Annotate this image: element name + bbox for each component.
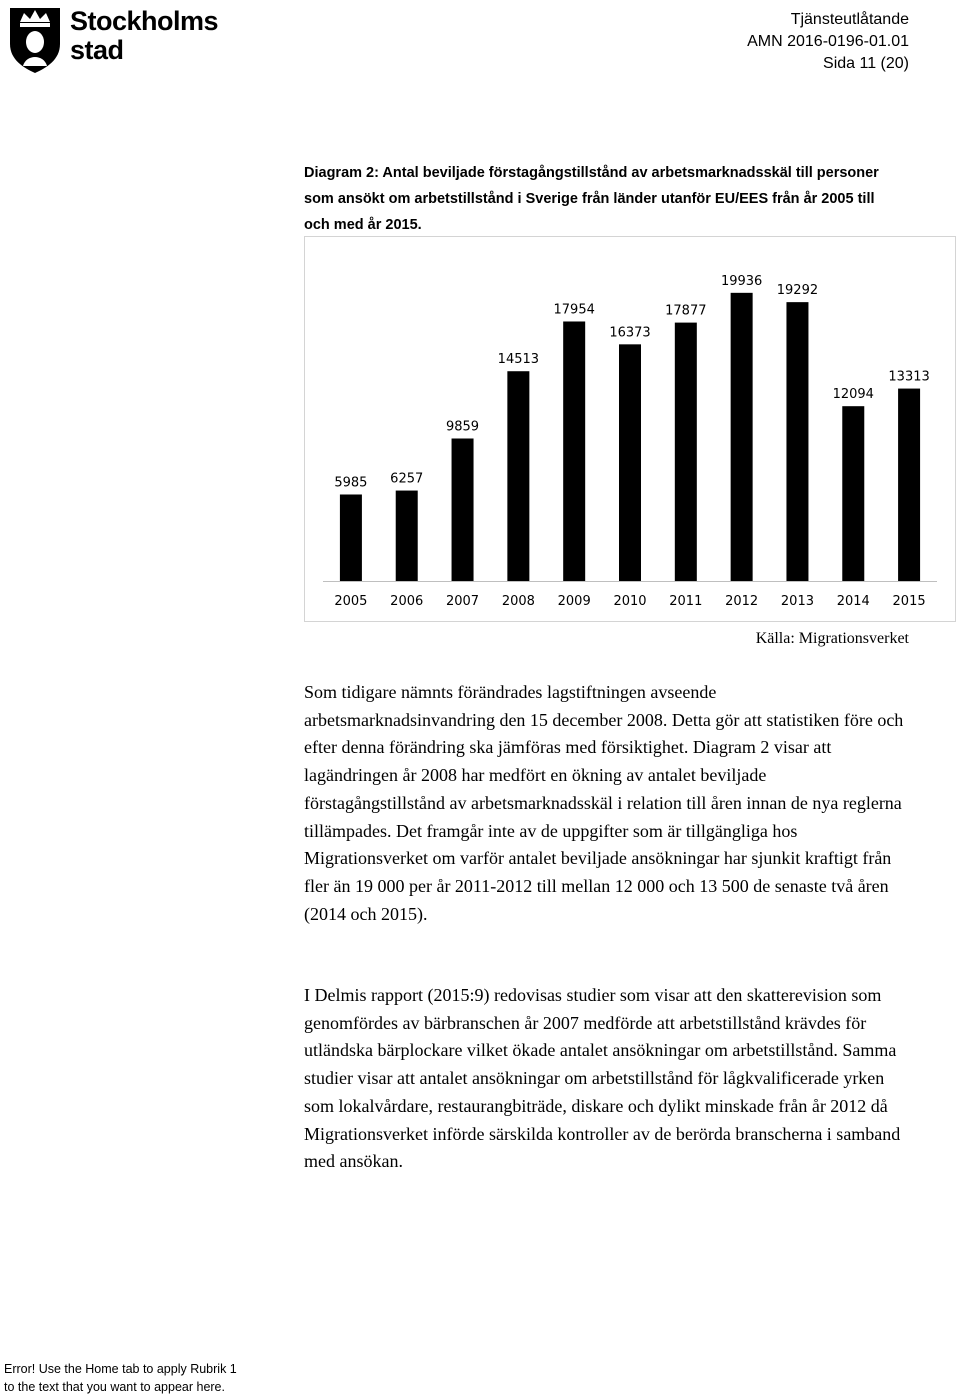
footer-error-text	[4, 1360, 237, 1396]
bar-chart-svg	[305, 237, 955, 621]
x-tick-label-2008: 2008	[501, 594, 535, 609]
document-header	[747, 9, 909, 75]
bar-2015	[898, 389, 920, 581]
page-number: Sida 11 (20)	[823, 55, 909, 72]
bar-2013	[786, 302, 808, 581]
x-tick-label-2013: 2013	[780, 594, 815, 609]
bar-chart	[304, 236, 956, 622]
stockholms-stad-logo	[6, 4, 226, 76]
source-note: Källa: Migrationsverket	[755, 630, 909, 647]
data-label-2008: 14513	[497, 352, 540, 368]
bar-2010	[619, 344, 641, 581]
data-label-2011: 17877	[665, 303, 707, 319]
data-label-2005: 5985	[334, 475, 368, 491]
x-tick-label-2012: 2012	[725, 594, 759, 609]
paragraph-1: Som tidigare nämnts förändrades lagstiftningen avseende arbetsmarknadsinvandring den 15 december 2008. Detta gör att statistiken före och efter denna förändring ska jämföras med försiktighet. Diagram 2 visar att lagändringen år 2008 har medfört en ökning av antalet beviljade förstagångstillstånd av arbetsmarknadsskäl i relation till åren innan de nya reglerna tillämpades. Det framgår inte av de uppgifter som är tillgängliga hos Migrationsverket om varför antalet beviljade ansökningar har sjunkit kraftigt från fler än 19 000 per år 2011-2012 till mellan 12 000 och 13 500 de senaste två åren (2014 och 2015).	[304, 682, 904, 924]
logo-name-line2: stad	[70, 35, 124, 65]
x-tick-label-2011: 2011	[669, 594, 703, 609]
document-number: AMN 2016-0196-01.01	[747, 33, 909, 50]
bar-2009	[563, 321, 585, 581]
x-tick-label-2009: 2009	[557, 594, 591, 609]
x-tick-label-2006: 2006	[390, 594, 424, 609]
diagram-caption: Diagram 2: Antal beviljade förstagångstillstånd av arbetsmarknadsskäl till personer som ansökt om arbetstillstånd i Sverige från länder utanför EU/EES från år 2005 till och med år 2015.	[304, 165, 879, 233]
logo-name: Stockholms	[70, 6, 219, 36]
bar-2014	[842, 406, 864, 581]
x-tick-label-2015: 2015	[892, 594, 926, 609]
data-label-2013: 19292	[776, 283, 819, 299]
footer-line-1: Error! Use the Home tab to apply Rubrik 1	[4, 1362, 237, 1376]
data-label-2006: 6257	[390, 471, 424, 487]
data-label-2015: 13313	[888, 369, 930, 385]
footer-line-2: to the text that you want to appear here.	[4, 1380, 225, 1394]
x-tick-label-2007: 2007	[445, 594, 480, 609]
document-type: Tjänsteutlåtande	[790, 11, 909, 28]
paragraph-2: I Delmis rapport (2015:9) redovisas studier som visar att den skatterevision som genomfördes av bärbranschen år 2007 medförde att arbetstillstånd krävdes för utländska bärplockare vilket ökade antalet ansökningar om arbetstillstånd. Samma studier visar att antalet ansökningar om arbetstillstånd för lågkvalificerade yrken som lokalvårdare, restaurangbiträde, diskare och dylikt minskade från år 2012 då Migrationsverket införde särskilda kontroller av de berörda branscherna i samband med ansökan.	[304, 985, 901, 1172]
bar-2011	[675, 323, 697, 581]
bar-2006	[396, 491, 418, 581]
bar-2005	[340, 494, 362, 581]
bar-2012	[731, 293, 753, 581]
data-label-2012: 19936	[720, 273, 763, 289]
data-label-2009: 17954	[553, 302, 595, 318]
bar-2008	[507, 371, 529, 581]
x-tick-label-2005: 2005	[334, 594, 368, 609]
crown-emblem-icon	[6, 4, 64, 74]
x-tick-label-2014: 2014	[836, 594, 870, 609]
bar-2007	[452, 438, 474, 581]
data-label-2010: 16373	[609, 325, 651, 341]
data-label-2007: 9859	[445, 419, 480, 435]
data-label-2014: 12094	[832, 387, 874, 403]
x-tick-label-2010: 2010	[613, 594, 647, 609]
